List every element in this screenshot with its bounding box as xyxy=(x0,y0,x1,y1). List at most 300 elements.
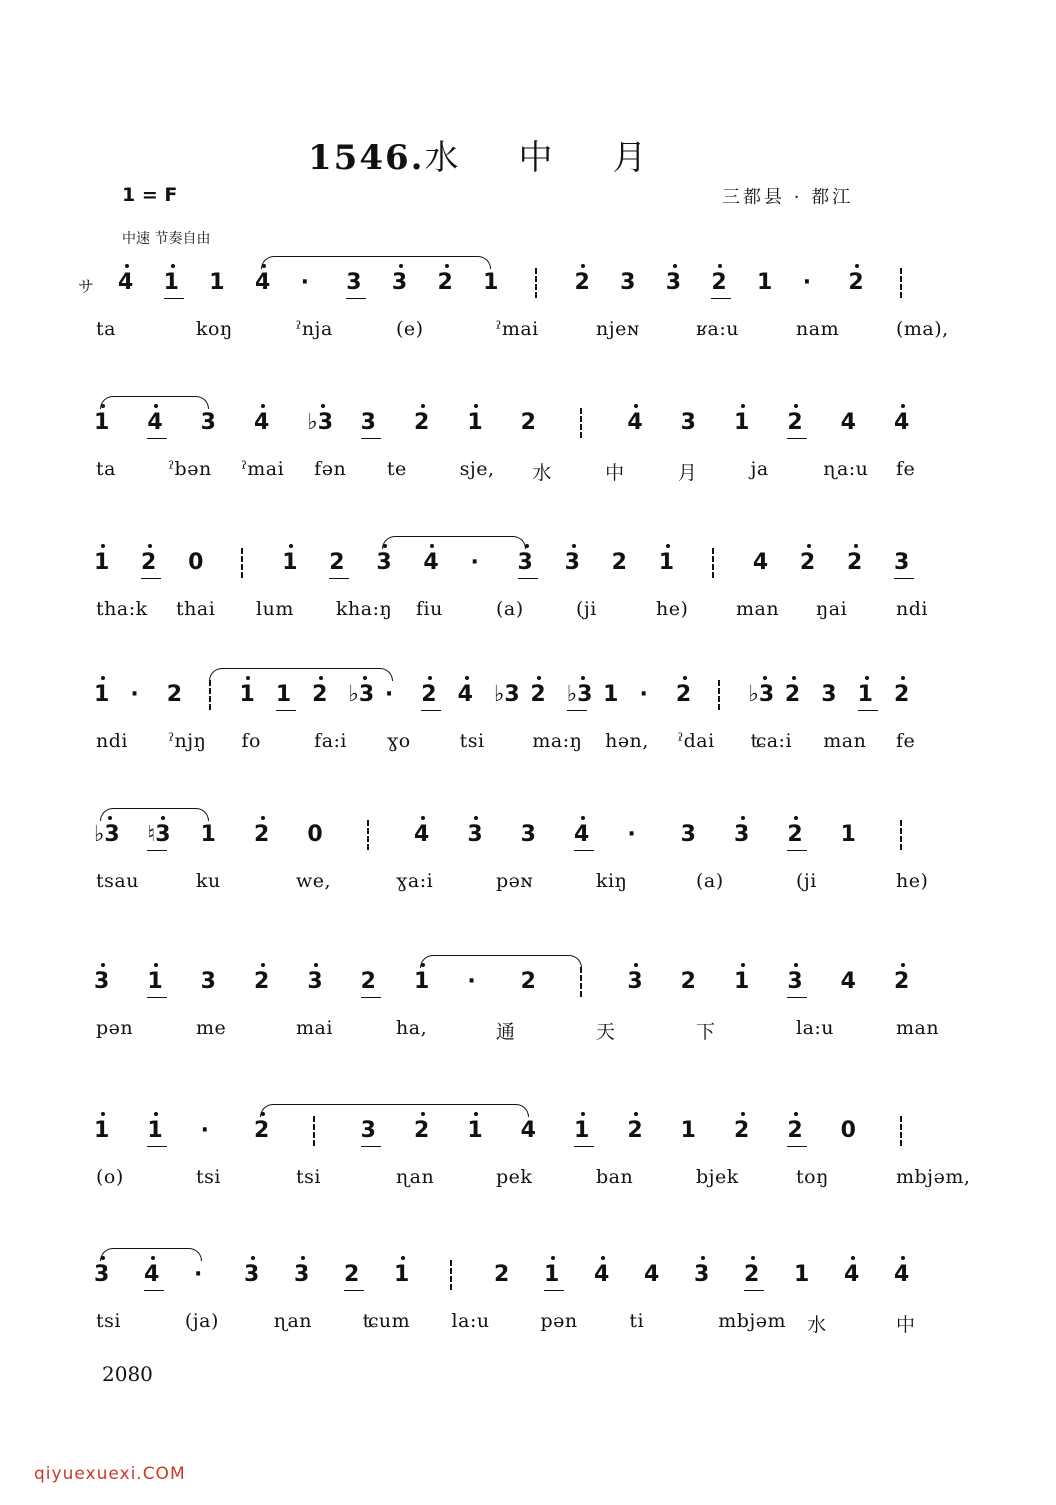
lyric-syllable: ɳa:u xyxy=(823,458,869,480)
score-system xyxy=(0,1104,1056,1214)
note: 4 xyxy=(627,410,643,435)
octave-dot xyxy=(634,1112,638,1116)
note: 4 xyxy=(520,1118,536,1143)
octave-dot xyxy=(581,676,585,680)
lyric-syllable: (a) xyxy=(496,598,524,620)
beam-underline xyxy=(787,850,807,851)
note: 2 xyxy=(848,270,864,295)
octave-dot xyxy=(666,544,670,548)
octave-dot xyxy=(321,404,325,408)
note: 4 xyxy=(254,270,271,295)
octave-dot xyxy=(851,1256,855,1260)
site-watermark: qiyuexuexi.COM xyxy=(34,1464,186,1484)
barline xyxy=(718,680,720,710)
note: ♭3 xyxy=(494,682,520,707)
octave-dot xyxy=(741,816,745,820)
lyric-syllable: ʁa:u xyxy=(696,318,740,340)
note: 0 xyxy=(840,1118,856,1143)
lyric-syllable: ta xyxy=(96,318,116,340)
note: 0 xyxy=(188,550,204,575)
note: 1 xyxy=(467,410,483,435)
barline xyxy=(712,548,714,578)
lyric-syllable: kiŋ xyxy=(596,870,628,892)
lyric-syllable: nam xyxy=(796,318,840,340)
note: 1 xyxy=(147,969,163,994)
lyric-syllable: pən xyxy=(96,1017,134,1039)
note: 4 xyxy=(414,822,430,847)
lyric-syllable: sje, xyxy=(459,458,495,480)
note: 2 xyxy=(329,550,345,575)
note: 2 xyxy=(437,270,453,295)
augmentation-dot: · xyxy=(639,682,648,707)
slur xyxy=(100,1248,202,1261)
octave-dot xyxy=(741,404,745,408)
note: 2 xyxy=(799,550,816,575)
note: 1 xyxy=(757,270,773,295)
lyric-syllable: mai xyxy=(296,1017,333,1039)
lyrics-row xyxy=(0,1017,1056,1047)
octave-dot xyxy=(537,676,541,680)
lyric-syllable: tsi xyxy=(96,1310,121,1332)
note: 4 xyxy=(457,682,473,707)
lyrics-row xyxy=(0,598,1056,628)
octave-dot xyxy=(154,1112,158,1116)
note: 3 xyxy=(734,822,750,847)
note: 4 xyxy=(423,550,439,575)
octave-dot xyxy=(794,816,798,820)
lyric-syllable: tsau xyxy=(96,870,139,892)
note: 3 xyxy=(346,270,362,295)
lyrics-row xyxy=(0,730,1056,760)
lyric-syllable: mbjəm xyxy=(718,1310,787,1332)
beam-underline xyxy=(164,298,184,299)
note: 3 xyxy=(821,682,837,707)
lyric-syllable: he) xyxy=(656,598,689,620)
title-char-1: 水 xyxy=(424,138,461,178)
slur xyxy=(260,1104,529,1117)
note: 1 xyxy=(414,969,430,994)
note: 1 xyxy=(734,969,750,994)
note: 2 xyxy=(141,550,157,575)
note: 2 xyxy=(680,969,696,994)
octave-dot xyxy=(901,404,905,408)
slur xyxy=(420,955,582,968)
key-signature: 1 = F xyxy=(122,184,178,206)
octave-dot xyxy=(251,1256,255,1260)
lyric-syllable: 中 xyxy=(896,1314,916,1336)
note: 3 xyxy=(520,822,536,847)
lyric-syllable: ndi xyxy=(96,730,128,752)
octave-dot xyxy=(865,676,869,680)
note: ♮3 xyxy=(147,822,171,847)
note: 2 xyxy=(494,1262,510,1287)
note: 1 xyxy=(467,1118,483,1143)
note: 2 xyxy=(344,1262,360,1287)
octave-dot xyxy=(855,264,859,268)
lyric-syllable: we, xyxy=(296,870,332,892)
lyric-syllable: (ma), xyxy=(896,318,949,340)
notation-row xyxy=(0,1248,1056,1294)
octave-dot xyxy=(792,676,796,680)
slur xyxy=(100,396,209,409)
note: ♭3 xyxy=(94,822,120,847)
lyric-syllable: la:u xyxy=(796,1017,835,1039)
octave-dot xyxy=(701,1256,705,1260)
octave-dot xyxy=(673,264,677,268)
note: 2 xyxy=(894,969,910,994)
note: ♭3 xyxy=(566,682,593,707)
augmentation-dot: · xyxy=(300,270,309,295)
score-system xyxy=(0,536,1056,646)
lyric-syllable: man xyxy=(823,730,867,752)
note: 3 xyxy=(391,270,408,295)
note: 3 xyxy=(200,969,216,994)
lyric-syllable: (a) xyxy=(696,870,724,892)
note: 2 xyxy=(530,682,546,707)
lyric-syllable: ˀdai xyxy=(677,730,715,752)
note: 3 xyxy=(467,822,483,847)
octave-dot xyxy=(901,676,905,680)
note: 3 xyxy=(680,822,696,847)
octave-dot xyxy=(901,963,905,967)
note: 2 xyxy=(360,969,376,994)
note: 3 xyxy=(627,969,643,994)
note: 1 xyxy=(857,682,873,707)
octave-dot xyxy=(101,1112,105,1116)
barline xyxy=(580,967,582,997)
lyric-syllable: mbjəm, xyxy=(896,1166,971,1188)
note: 3 xyxy=(665,270,682,295)
title-separator: . xyxy=(410,138,425,178)
lyric-syllable: pek xyxy=(496,1166,533,1188)
lyric-syllable: hən, xyxy=(605,730,649,752)
octave-dot xyxy=(261,816,265,820)
lyric-syllable: 月 xyxy=(677,462,698,484)
note: 2 xyxy=(312,682,328,707)
augmentation-dot: · xyxy=(470,550,479,575)
octave-dot xyxy=(581,264,585,268)
note: 1 xyxy=(275,682,292,707)
score-system xyxy=(0,256,1056,366)
note: 2 xyxy=(627,1118,643,1143)
lyric-syllable: (ji xyxy=(796,870,817,892)
octave-dot xyxy=(101,963,105,967)
beam-underline xyxy=(344,1290,364,1291)
octave-dot xyxy=(741,1112,745,1116)
lyric-syllable: ŋai xyxy=(816,598,848,620)
augmentation-dot: · xyxy=(130,682,139,707)
beam-underline xyxy=(141,578,161,579)
octave-dot xyxy=(101,544,105,548)
note: 1 xyxy=(147,1118,163,1143)
octave-dot xyxy=(148,544,152,548)
octave-dot xyxy=(551,1256,555,1260)
note: 4 xyxy=(574,822,590,847)
lyric-syllable: ha, xyxy=(396,1017,428,1039)
lyric-syllable: tsi xyxy=(296,1166,321,1188)
beam-underline xyxy=(147,438,167,439)
note: 2 xyxy=(254,1118,270,1143)
note: 2 xyxy=(254,822,270,847)
note: ♭3 xyxy=(348,682,375,707)
lyric-syllable: tsi xyxy=(459,730,485,752)
augmentation-dot: · xyxy=(802,270,812,295)
octave-dot xyxy=(261,963,265,967)
note: 1 xyxy=(658,550,675,575)
note: 3 xyxy=(360,410,376,435)
note: 4 xyxy=(844,1262,860,1287)
lyric-syllable: fiu xyxy=(416,598,443,620)
slur xyxy=(209,668,393,681)
free-rhythm-mark: サ xyxy=(78,277,95,296)
lyric-syllable: lum xyxy=(256,598,294,620)
beam-underline xyxy=(574,850,594,851)
note: 2 xyxy=(787,410,803,435)
octave-dot xyxy=(474,404,478,408)
note: ♭3 xyxy=(748,682,775,707)
beam-underline xyxy=(147,1146,167,1147)
note: 2 xyxy=(894,682,910,707)
lyric-syllable: ɣa:i xyxy=(396,870,434,892)
note: 1 xyxy=(200,822,216,847)
note: 4 xyxy=(894,1262,910,1287)
song-number: 1546 xyxy=(308,138,411,178)
lyric-syllable: koŋ xyxy=(196,318,233,340)
note: 4 xyxy=(144,1262,160,1287)
note: 1 xyxy=(94,550,110,575)
song-title xyxy=(308,130,648,179)
octave-dot xyxy=(421,404,425,408)
note: 2 xyxy=(414,1118,430,1143)
augmentation-dot: · xyxy=(194,1262,203,1287)
beam-underline xyxy=(787,1146,807,1147)
beam-underline xyxy=(711,298,731,299)
beam-underline xyxy=(894,578,914,579)
slur xyxy=(382,536,525,549)
octave-dot xyxy=(794,404,798,408)
note: 0 xyxy=(307,822,323,847)
lyric-syllable: te xyxy=(386,458,407,480)
note: 3 xyxy=(307,969,323,994)
lyric-syllable: ja xyxy=(750,458,769,480)
octave-dot xyxy=(741,963,745,967)
lyric-syllable: 水 xyxy=(807,1314,827,1336)
note: 4 xyxy=(254,410,270,435)
note: 1 xyxy=(794,1262,810,1287)
beam-underline xyxy=(346,298,366,299)
note: 2 xyxy=(744,1262,760,1287)
note: 1 xyxy=(840,822,856,847)
title-char-3: 月 xyxy=(612,138,649,178)
lyric-syllable: 水 xyxy=(532,462,552,484)
octave-dot xyxy=(401,1256,405,1260)
note: 2 xyxy=(421,682,437,707)
note: 2 xyxy=(166,682,183,707)
lyric-syllable: ˀbən xyxy=(168,458,212,480)
lyric-syllable: ban xyxy=(596,1166,634,1188)
lyric-syllable: fe xyxy=(896,730,916,752)
note: 2 xyxy=(254,969,270,994)
lyric-syllable: 天 xyxy=(596,1021,616,1043)
note: 1 xyxy=(603,682,619,707)
octave-dot xyxy=(794,963,798,967)
beam-underline xyxy=(147,997,167,998)
lyric-syllable: tha:k xyxy=(96,598,148,620)
octave-dot xyxy=(428,676,432,680)
lyric-syllable: fe xyxy=(896,458,916,480)
lyric-syllable: bjek xyxy=(696,1166,739,1188)
lyric-syllable: (e) xyxy=(396,318,424,340)
lyric-syllable: fən xyxy=(314,458,347,480)
note: 2 xyxy=(784,682,801,707)
beam-underline xyxy=(276,710,296,711)
lyrics-row xyxy=(0,1310,1056,1340)
note: 2 xyxy=(574,270,590,295)
octave-dot xyxy=(634,404,638,408)
note: 3 xyxy=(620,270,636,295)
lyric-syllable: ʨa:i xyxy=(750,730,793,752)
note: 4 xyxy=(840,410,856,435)
barline xyxy=(535,268,537,298)
slur xyxy=(261,256,491,269)
note: 2 xyxy=(520,969,536,994)
note: 4 xyxy=(644,1262,660,1287)
note: 2 xyxy=(711,270,727,295)
octave-dot xyxy=(289,544,293,548)
note: 1 xyxy=(94,410,110,435)
notation-row xyxy=(0,668,1056,714)
octave-dot xyxy=(465,676,469,680)
note: 1 xyxy=(239,682,255,707)
note: 1 xyxy=(574,1118,590,1143)
note: 1 xyxy=(544,1262,560,1287)
octave-dot xyxy=(751,1256,755,1260)
notation-row xyxy=(0,256,1056,302)
lyric-syllable: pən xyxy=(540,1310,578,1332)
lyric-syllable: (o) xyxy=(96,1166,124,1188)
score-system xyxy=(0,396,1056,506)
lyric-syllable: ˀmai xyxy=(241,458,285,480)
lyric-syllable: (ji xyxy=(576,598,597,620)
lyric-syllable: me xyxy=(196,1017,227,1039)
barline xyxy=(367,820,369,850)
lyric-syllable: ku xyxy=(196,870,221,892)
lyric-syllable: ti xyxy=(629,1310,645,1332)
note: 1 xyxy=(680,1118,696,1143)
note: 3 xyxy=(894,550,910,575)
barline xyxy=(313,1116,315,1146)
note: ♭3 xyxy=(307,410,334,435)
octave-dot xyxy=(125,264,129,268)
lyric-syllable: man xyxy=(896,1017,940,1039)
score-system xyxy=(0,955,1056,1065)
octave-dot xyxy=(421,816,425,820)
beam-underline xyxy=(361,1146,381,1147)
slur xyxy=(100,808,209,821)
note: 3 xyxy=(94,969,110,994)
lyric-syllable: ndi xyxy=(896,598,928,620)
song-origin: 三都县 · 都江 xyxy=(722,187,854,208)
barline xyxy=(241,548,243,578)
octave-dot xyxy=(572,544,576,548)
note: 3 xyxy=(360,1118,376,1143)
lyric-syllable: ma:ŋ xyxy=(532,730,583,752)
note: 2 xyxy=(787,1118,803,1143)
note: 4 xyxy=(752,550,769,575)
octave-dot xyxy=(581,816,585,820)
lyric-syllable: (ja) xyxy=(184,1310,219,1332)
note: 2 xyxy=(611,550,627,575)
beam-underline xyxy=(361,438,381,439)
lyric-syllable: ɳan xyxy=(396,1166,435,1188)
lyric-syllable: ɣo xyxy=(386,730,411,752)
beam-underline xyxy=(787,438,807,439)
augmentation-dot: · xyxy=(467,969,476,994)
octave-dot xyxy=(601,1256,605,1260)
note: 3 xyxy=(787,969,803,994)
note: 1 xyxy=(94,1118,110,1143)
octave-dot xyxy=(718,264,722,268)
tempo-marking: 中速 节奏自由 xyxy=(122,231,211,247)
octave-dot xyxy=(581,1112,585,1116)
octave-dot xyxy=(901,1256,905,1260)
notation-row xyxy=(0,1104,1056,1150)
lyric-syllable: ˀnjŋ xyxy=(168,730,207,752)
page-number: 2080 xyxy=(102,1362,153,1386)
lyrics-row xyxy=(0,1166,1056,1196)
lyric-syllable: he) xyxy=(896,870,929,892)
barline xyxy=(900,820,902,850)
octave-dot xyxy=(854,544,858,548)
lyrics-row xyxy=(0,458,1056,488)
note: 1 xyxy=(163,270,179,295)
score-system xyxy=(0,668,1056,778)
note: 1 xyxy=(94,682,110,707)
notation-row xyxy=(0,536,1056,582)
note: 2 xyxy=(675,682,692,707)
notation-row xyxy=(0,396,1056,442)
octave-dot xyxy=(474,816,478,820)
note: 4 xyxy=(118,270,134,295)
beam-underline xyxy=(858,710,878,711)
lyric-syllable: ta xyxy=(96,458,116,480)
beam-underline xyxy=(744,1290,764,1291)
beam-underline xyxy=(787,997,807,998)
notation-row xyxy=(0,955,1056,1001)
note: 2 xyxy=(787,822,803,847)
note: 3 xyxy=(94,1262,110,1287)
lyric-syllable: thai xyxy=(176,598,216,620)
note: 1 xyxy=(282,550,298,575)
octave-dot xyxy=(301,1256,305,1260)
note: 3 xyxy=(294,1262,310,1287)
octave-dot xyxy=(154,963,158,967)
lyric-syllable: tsi xyxy=(196,1166,221,1188)
beam-underline xyxy=(147,850,167,851)
note: 3 xyxy=(694,1262,710,1287)
beam-underline xyxy=(144,1290,164,1291)
octave-dot xyxy=(683,676,687,680)
lyric-syllable: la:u xyxy=(451,1310,490,1332)
note: 1 xyxy=(734,410,750,435)
lyric-syllable: kha:ŋ xyxy=(336,598,393,620)
note: 4 xyxy=(594,1262,610,1287)
title-char-2: 中 xyxy=(518,138,555,178)
beam-underline xyxy=(329,578,349,579)
lyric-syllable: 中 xyxy=(605,462,625,484)
note: 3 xyxy=(680,410,696,435)
score-system xyxy=(0,1248,1056,1358)
